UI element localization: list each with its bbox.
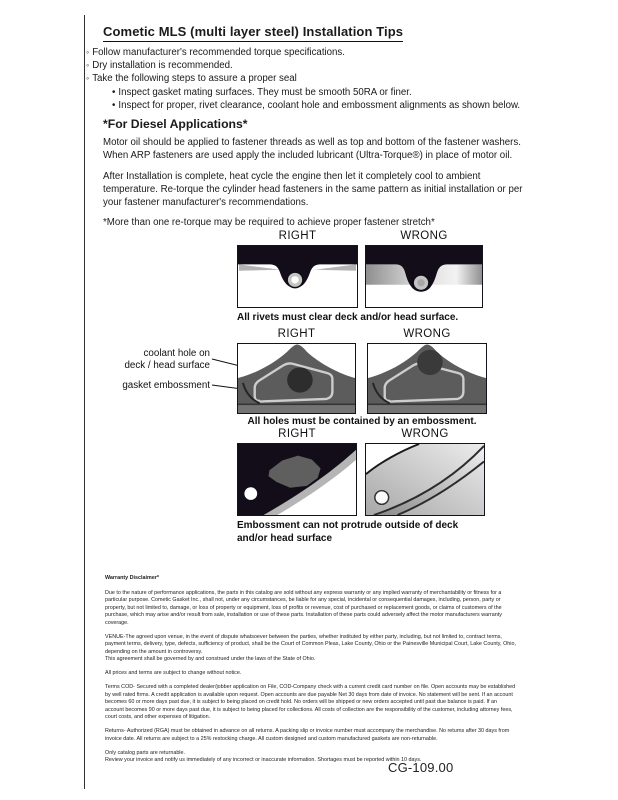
row2-caption: All holes must be contained by an embossment. [247,416,477,427]
page-title: Cometic MLS (multi layer steel) Installation Tips [103,24,403,42]
tip-sub-item: • Inspect gasket mating surfaces. They must be smooth 50RA or finer. [86,86,556,99]
protrusion-diagram-wrong [365,443,485,516]
tip-item: ◦ Take the following steps to assure a proper seal [86,72,556,85]
row2-right-label: RIGHT [277,328,316,340]
rivet-wrong-illustration [366,246,482,307]
row3-wrong-label: WRONG [401,428,449,440]
embossment-diagram-right [237,343,356,414]
row1-right-label: RIGHT [278,230,317,242]
warranty-paragraph: VENUE-The agreed upon venue, in the event of dispute whatsoever between the parties, whether instituted by either party, including, but not limited to, contract terms, payment terms, delivery, type, defects, sufficiency of product, shall be the Court of Common Pleas, Lake County, Ohio or the Painesville Municipal Court, Lake County, Ohio, depending on the amount in controversy. [105,633,516,655]
tip-item: ◦ Dry installation is recommended. [86,59,556,72]
protrusion-diagram-right [237,443,357,516]
tip-sub-item: • Inspect for proper, rivet clearance, coolant hole and embossment alignments as shown below. [86,99,556,112]
warranty-paragraph: Only catalog parts are returnable. [105,749,186,756]
row2-wrong-label: WRONG [403,328,451,340]
rivet-right-illustration [238,246,357,307]
rivet-diagram-right [237,245,358,308]
row3-caption-line2: and/or head surface [237,532,333,544]
gasket-embossment-label: gasket embossment [122,380,210,391]
tip-item: ◦ Follow manufacturer's recommended torque specifications. [86,46,556,59]
protrusion-wrong-illustration [366,444,484,515]
installation-tips-list [86,46,556,112]
embossment-right-illustration [238,344,355,413]
warranty-paragraph: Due to the nature of performance applications, the parts in this catalog are sold without any express warranty or any implied warranty of merchantability or fitness for a particular purpose. Cometic Gasket Inc., shall not, under any circumstances, be liable for any special, incidental or consequential damages, including, person, party or property, but not limited to, damage, or loss of property or equipment, loss of profits or revenue, cost of purchased or replacement goods, or claims of customers of the purchase, which may arise and/or result from sale, installation or use of these parts. Installation of these parts could adversely affect the motor manufacturers warranty coverage. [105,589,502,626]
coolant-hole-label-line2: deck / head surface [124,359,210,371]
page-code: CG-109.00 [388,760,454,775]
warranty-disclaimer [105,575,517,771]
embossment-wrong-illustration [368,344,486,413]
coolant-hole-label [90,348,210,371]
diesel-paragraph: After Installation is complete, heat cycle the engine then let it completely cool to ambient temperature. Re-torque the cylinder head fasteners in the same pattern as initial installation or per your fastener manufacturer's recommendations. [103,170,523,209]
protrusion-right-illustration [238,444,356,515]
embossment-diagram-wrong [367,343,487,414]
warranty-paragraph: All prices and terms are subject to change without notice. [105,670,242,676]
warranty-heading: Warranty Disclaimer* [105,575,160,581]
warranty-paragraph: Returns- Authorized (RGA) must be obtained in advance on all returns. A packing slip or invoice number must accompany the merchandise. No returns after 30 days from invoice date. All returns are subject to a 25% restocking charge. All custom designed and custom manufactured gaskets are non-returnable. [105,728,510,742]
diesel-applications-section [103,118,533,229]
coolant-hole-label-line1: coolant hole on [143,348,210,359]
row3-caption-line1: Embossment can not protrude outside of deck [237,520,459,531]
left-margin-rule [84,15,85,789]
diesel-heading: *For Diesel Applications* [103,117,248,131]
diesel-note: *More than one re-torque may be required to achieve proper fastener stretch* [103,217,435,229]
warranty-paragraph: Terms COD- Secured with a completed dealer/jobber application on File, COD-Company check with a current credit card number on file. Open accounts may be established by well rated firms. A credit application is available upon request. Open accounts are due payable Net 30 days from date of invoice. No statement will be sent. If an account becomes 60 or more days past due, it is subject to being placed on credit hold. No orders will be shipped or new orders accepted until past due balance is paid. If an account becomes 90 or more days past due, it is subject to being placed for collections. All costs of collection are the responsibility of the customer, including attorney fees, court costs, and other expenses of litigation. [105,684,516,720]
row3-right-label: RIGHT [278,428,316,440]
diesel-paragraph: Motor oil should be applied to fastener threads as well as top and bottom of the fastener washers. When ARP fasteners are used apply the included lubricant (Ultra-Torque®) in place of motor oil. [103,137,521,162]
warranty-paragraph: Review your invoice and notify us immediately of any incorrect or inaccurate information. Shortages must be reported within 10 days. [105,757,422,763]
row1-wrong-label: WRONG [400,230,448,242]
warranty-paragraph: This agreement shall be governed by and construed under the laws of the State of Ohio. [105,656,316,662]
row1-caption: All rivets must clear deck and/or head surface. [237,312,459,323]
row3-caption [237,520,517,545]
rivet-diagram-wrong [365,245,483,308]
